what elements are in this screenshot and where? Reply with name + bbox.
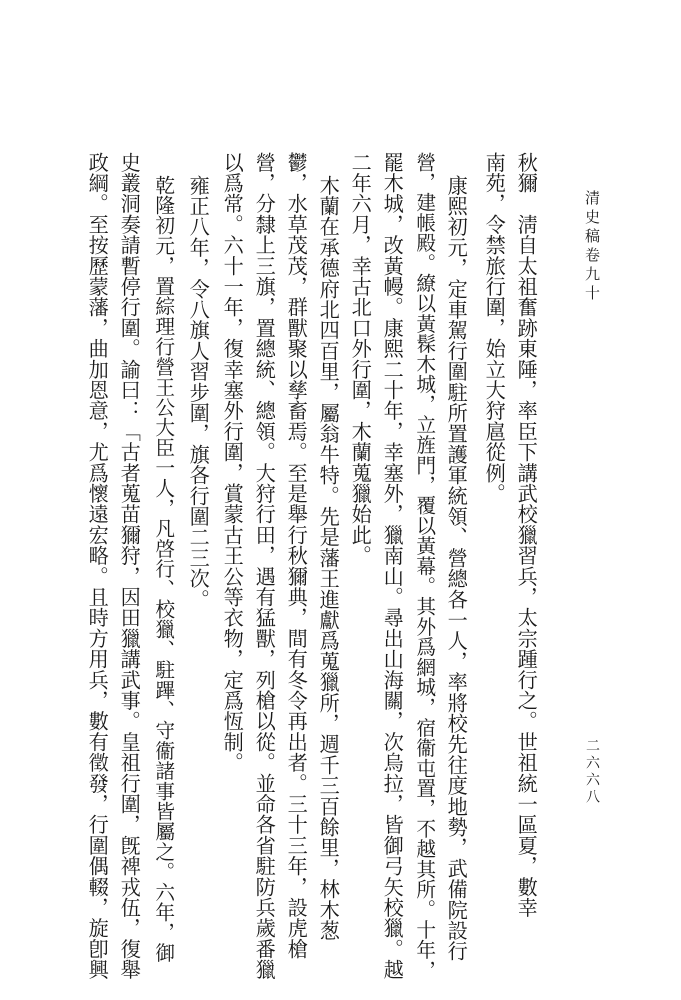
text-line-9: 營，分隸上三旗，置總統、總領。大狩行田，遇有猛獸，列槍以從。並命各省駐防兵歲番獵 <box>252 152 277 980</box>
page-number: 二六六八 <box>584 738 600 806</box>
text-line-12: 乾隆初元，置綜理行營王公大臣一人，凡啓行、校獵、駐蹕、守衞諸事皆屬之。六年，御 <box>151 175 175 963</box>
text-line-8: 鬱，水草茂茂，群獸聚以孳畜焉。至是舉行秋獮典，間有冬令再出者。三十三年，設虎槍 <box>284 152 309 960</box>
text-line-3: 康熙初元，定車駕行圍駐所置護軍統領、營總各一人，率將校先往度地勢，武備院設行 <box>444 175 469 962</box>
text-line-1: 秋獮 淸自太祖奮跡東陲，率臣下講武校獵習兵，太宗踵行之。世祖統一區夏，數幸 <box>514 152 539 918</box>
running-header-title: 清史稿卷九十 <box>583 190 601 304</box>
text-line-10: 以爲常。六十一年，復幸塞外行圍，賞蒙古王公等衣物，定爲恆制。 <box>220 152 245 773</box>
text-line-13: 史叢洞奏請暫停行圍。諭曰：「古者蒐苗獮狩，因田獵講武事。皇祖行圍，旣禆戎伍，復舉 <box>117 152 142 980</box>
text-line-14: 政綱。至按歷蒙藩，曲加恩意，尤爲懷遠宏略。且時方用兵，數有徵發，行圍偶輟，旋卽興 <box>85 152 110 980</box>
text-line-5: 罷木城，改黃幔。康熙二十年，幸塞外，獵南山。尋出山海關，次烏拉，皆御弓矢校獵。越 <box>380 152 405 980</box>
text-line-4: 營，建帳殿。繚以黃髹木城，立旌門，覆以黃幕。其外爲網城，宿衞屯置，不越其所。十年， <box>412 152 436 981</box>
text-line-11: 雍正八年，令八旗人習步圍，旗各行圍二三次。 <box>186 175 211 610</box>
text-line-7: 木蘭在承德府北四百里，屬翁牛特。先是藩王進獻爲蒐獵所，週千三百餘里，林木葱 <box>316 175 341 941</box>
text-line-6: 二年六月，幸古北口外行圍，木蘭蒐獵始此。 <box>348 152 373 566</box>
text-line-2: 南苑，令禁旅行圍，始立大狩扈從例。 <box>482 152 507 504</box>
